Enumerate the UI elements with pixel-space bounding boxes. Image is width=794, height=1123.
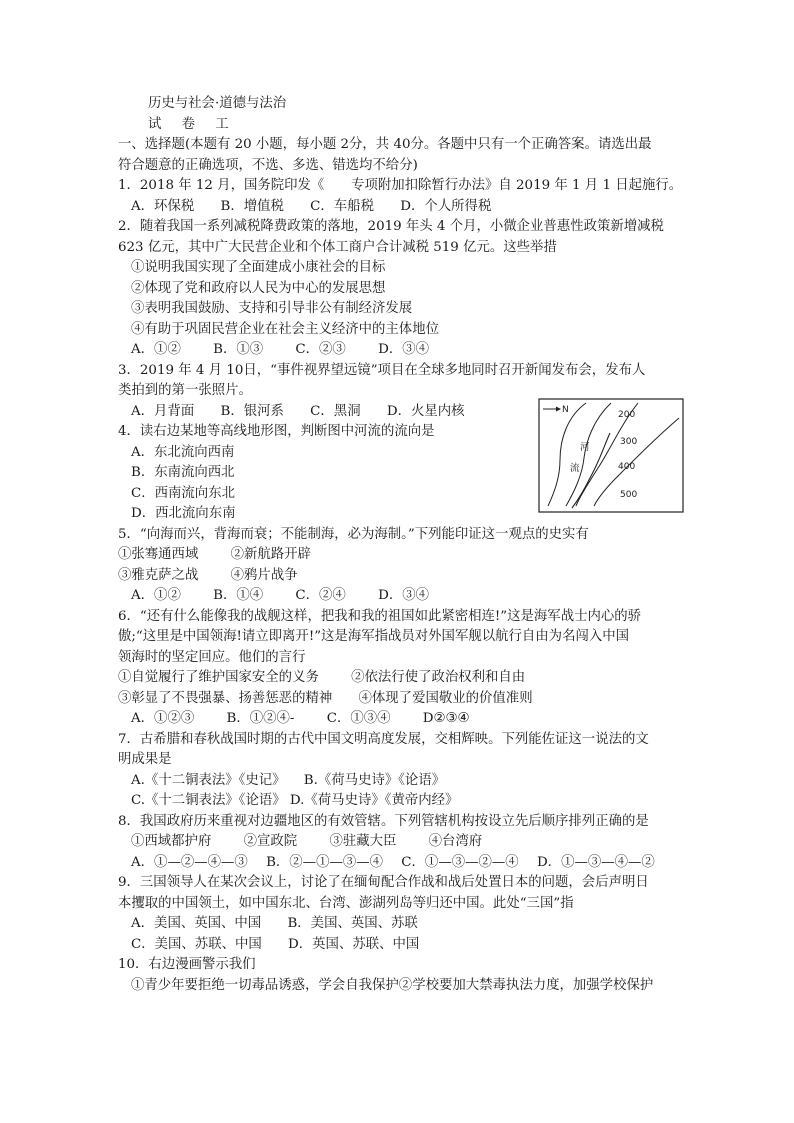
q2-item-1: ①说明我国实现了全面建成小康社会的目标: [131, 260, 386, 275]
q7-options-ab: [118, 771, 683, 792]
q6-option-d: D②③④: [422, 711, 470, 726]
map-river-char-2: 流: [570, 463, 580, 474]
q7-option-d: D.《荷马史诗》《黄帝内经》: [289, 793, 459, 808]
q8-item-1: ①西域都护府: [131, 834, 212, 849]
q5-stem: 5．“向海而兴，背海而衰；不能制海，必为海制。”下列能印证这一观点的史实有: [118, 526, 589, 542]
contour-label-500: 500: [620, 490, 638, 500]
q7-option-b: B.《荷马史诗》《论语》: [303, 772, 446, 788]
q6-items-row1: [118, 668, 683, 689]
q3-option-a: A．月背面: [131, 403, 195, 419]
q1-option-d: D．个人所得税: [400, 198, 492, 214]
q1-option-b: B．增值税: [220, 198, 284, 214]
q1-option-c: C．车船税: [310, 198, 374, 214]
contour-label-300: 300: [620, 437, 638, 447]
q6-item-4: ④体现了爱国敬业的价值准则: [358, 690, 533, 706]
q4-option-b: B．东南流向西北: [131, 465, 235, 480]
exam-subject: 历史与社会·道德与法治: [148, 96, 287, 111]
q3-option-b: B．银河系: [220, 403, 284, 419]
contour-map: [538, 398, 684, 513]
q6-option-c: C．①③④: [326, 711, 391, 726]
q3-option-c: C．黑洞: [310, 403, 361, 419]
section-intro-line2: 符合题意的正确选项，不选、多选、错选均不给分): [118, 157, 418, 173]
contour-map-svg: [538, 398, 684, 513]
q4-option-d: D．西北流向东南: [131, 506, 236, 521]
q5-item-1: ①张骞通西域: [118, 547, 199, 562]
q2-option-d: D．③④: [378, 342, 429, 357]
q3-stem-line1: 3．2019 年 4 月 10日，“事件视界望远镜”项目在全球多地同时召开新闻发布会，发布人: [118, 362, 646, 378]
q3-option-d: D．火星内核: [386, 403, 465, 419]
q9-stem-line2: 本攫取的中国领土，如中国东北、台湾、澎湖列岛等归还中国。此处“三国”指: [118, 895, 574, 911]
q6-option-b: B．①②④-: [226, 711, 295, 726]
q8-option-a: A．①—②—④—③: [131, 854, 248, 870]
q8-item-2: ②宣政院: [243, 834, 298, 849]
q9-stem-line1: 9．三国领导人在某次会议上，讨论了在缅甸配合作战和战后处置日本的问题，会后声明日: [118, 875, 649, 890]
q1-options: [118, 197, 683, 218]
q4-option-a: A．东北流向西南: [131, 444, 235, 460]
q9-option-d: D．英国、苏联、中国: [288, 936, 420, 952]
q7-option-c: C.《十二铜表法》《论语》: [131, 793, 286, 808]
contour-label-400: 400: [618, 462, 636, 472]
q5-option-b: B．①④: [213, 588, 264, 603]
contour-label-200: 200: [618, 410, 636, 420]
q2-option-c: C．②③: [295, 342, 346, 357]
q8-options: [118, 853, 683, 874]
q9-option-b: B．美国、英国、苏联: [287, 916, 418, 931]
section-intro-line1: 一、选择题(本题有 20 小题，每小题 2分，共 40分。各题中只有一个正确答案。请选出最: [118, 137, 652, 152]
q5-item-4: ④鸦片战争: [230, 567, 298, 583]
q5-option-d: D．③④: [378, 588, 429, 603]
q3-stem-line2: 类拍到的第一张照片。: [118, 383, 252, 398]
map-river-char-1: 河: [580, 442, 590, 453]
q2-item-2: ②体现了党和政府以人民为中心的发展思想: [131, 280, 386, 296]
q7-options-cd: [118, 791, 683, 812]
q5-items-row2: [118, 566, 683, 587]
q8-option-d: D．①—③—④—②: [536, 854, 655, 870]
q2-item-4: ④有助于巩固民营企业在社会主义经济中的主体地位: [131, 321, 439, 337]
exam-paper-title: 试 卷 工: [148, 116, 237, 132]
q7-option-a: A.《十二铜表法》《史记》: [131, 772, 286, 788]
exam-page: [118, 94, 683, 996]
q5-items-row1: [118, 545, 683, 566]
q9-option-c: C．美国、苏联、中国: [131, 936, 262, 952]
q8-stem: 8．我国政府历来重视对边疆地区的有效管辖。下列管辖机构按设立先后顺序排列正确的是: [118, 813, 649, 829]
q6-item-3: ③彰显了不畏强暴、扬善惩恶的精神: [118, 690, 333, 706]
q9-option-a: A．美国、英国、中国: [131, 916, 262, 931]
q8-items: [118, 832, 683, 853]
q8-item-4: ④台湾府: [428, 834, 483, 849]
q4-option-c: C．西南流向东北: [131, 485, 235, 501]
q6-item-1: ①自觉履行了维护国家安全的义务: [118, 670, 319, 685]
q6-stem-line3: 领海时的坚定回应。他们的言行: [118, 649, 306, 665]
q10-item-1: ①青少年要拒绝一切毒品诱惑，学会自我保护②学校要加大禁毒执法力度，加强学校保护: [131, 977, 654, 993]
q10-stem: 10．右边漫画警示我们: [118, 957, 256, 972]
q5-options: [118, 586, 683, 607]
q5-option-c: C．②④: [295, 588, 346, 603]
q6-item-2: ②依法行使了政治权利和自由: [351, 670, 526, 685]
q8-option-b: B．②—①—③—④: [266, 854, 384, 870]
q8-option-c: C．①—③—②—④: [401, 854, 519, 870]
q6-options: [118, 709, 683, 730]
q6-stem-line2: 傲;“这里是中国领海!请立即离开!”这是海军指战员对外国军舰以航行自由为名闯入中国: [118, 629, 630, 644]
q6-stem-line1: 6．“还有什么能像我的战舰这样，把我和我的祖国如此紧密相连!”这是海军战士内心的骄: [118, 608, 642, 624]
q5-item-3: ③雅克萨之战: [118, 567, 199, 583]
q4-stem: 4．读右边某地等高线地形图，判断图中河流的流向是: [118, 424, 435, 439]
q2-option-a: A．①②: [131, 342, 181, 357]
q6-items-row2: [118, 689, 683, 710]
q2-options: [118, 340, 683, 361]
q7-stem-line2: 明成果是: [118, 752, 172, 767]
q7-stem-line1: 7．古希腊和春秋战国时期的古代中国文明高度发展，交相辉映。下列能佐证这一说法的文: [118, 731, 649, 747]
q8-item-3: ③驻藏大臣: [329, 834, 397, 849]
q2-item-3: ③表明我国鼓励、支持和引导非公有制经济发展: [131, 301, 413, 316]
map-north-label: N: [562, 405, 569, 415]
q5-option-a: A．①②: [131, 588, 181, 603]
q2-stem-line1: 2．随着我国一系列减税降费政策的落地，2019 年头 4 个月，小微企业普惠性政策新增减税: [118, 219, 664, 234]
q1-stem: 1．2018 年 12 月，国务院印发《 专项附加扣除暂行办法》自 2019 年 1 月 1 日起施行。: [118, 178, 683, 193]
q2-option-b: B．①③: [213, 342, 264, 357]
q5-item-2: ②新航路开辟: [230, 547, 311, 562]
q6-option-a: A．①②③: [131, 711, 195, 726]
q1-option-a: A．环保税: [131, 198, 195, 214]
q2-stem-line2: 623 亿元，其中广大民营企业和个体工商户合计减税 519 亿元。这些举措: [118, 239, 557, 255]
q9-options-ab: [118, 914, 683, 935]
q9-options-cd: [118, 935, 683, 956]
